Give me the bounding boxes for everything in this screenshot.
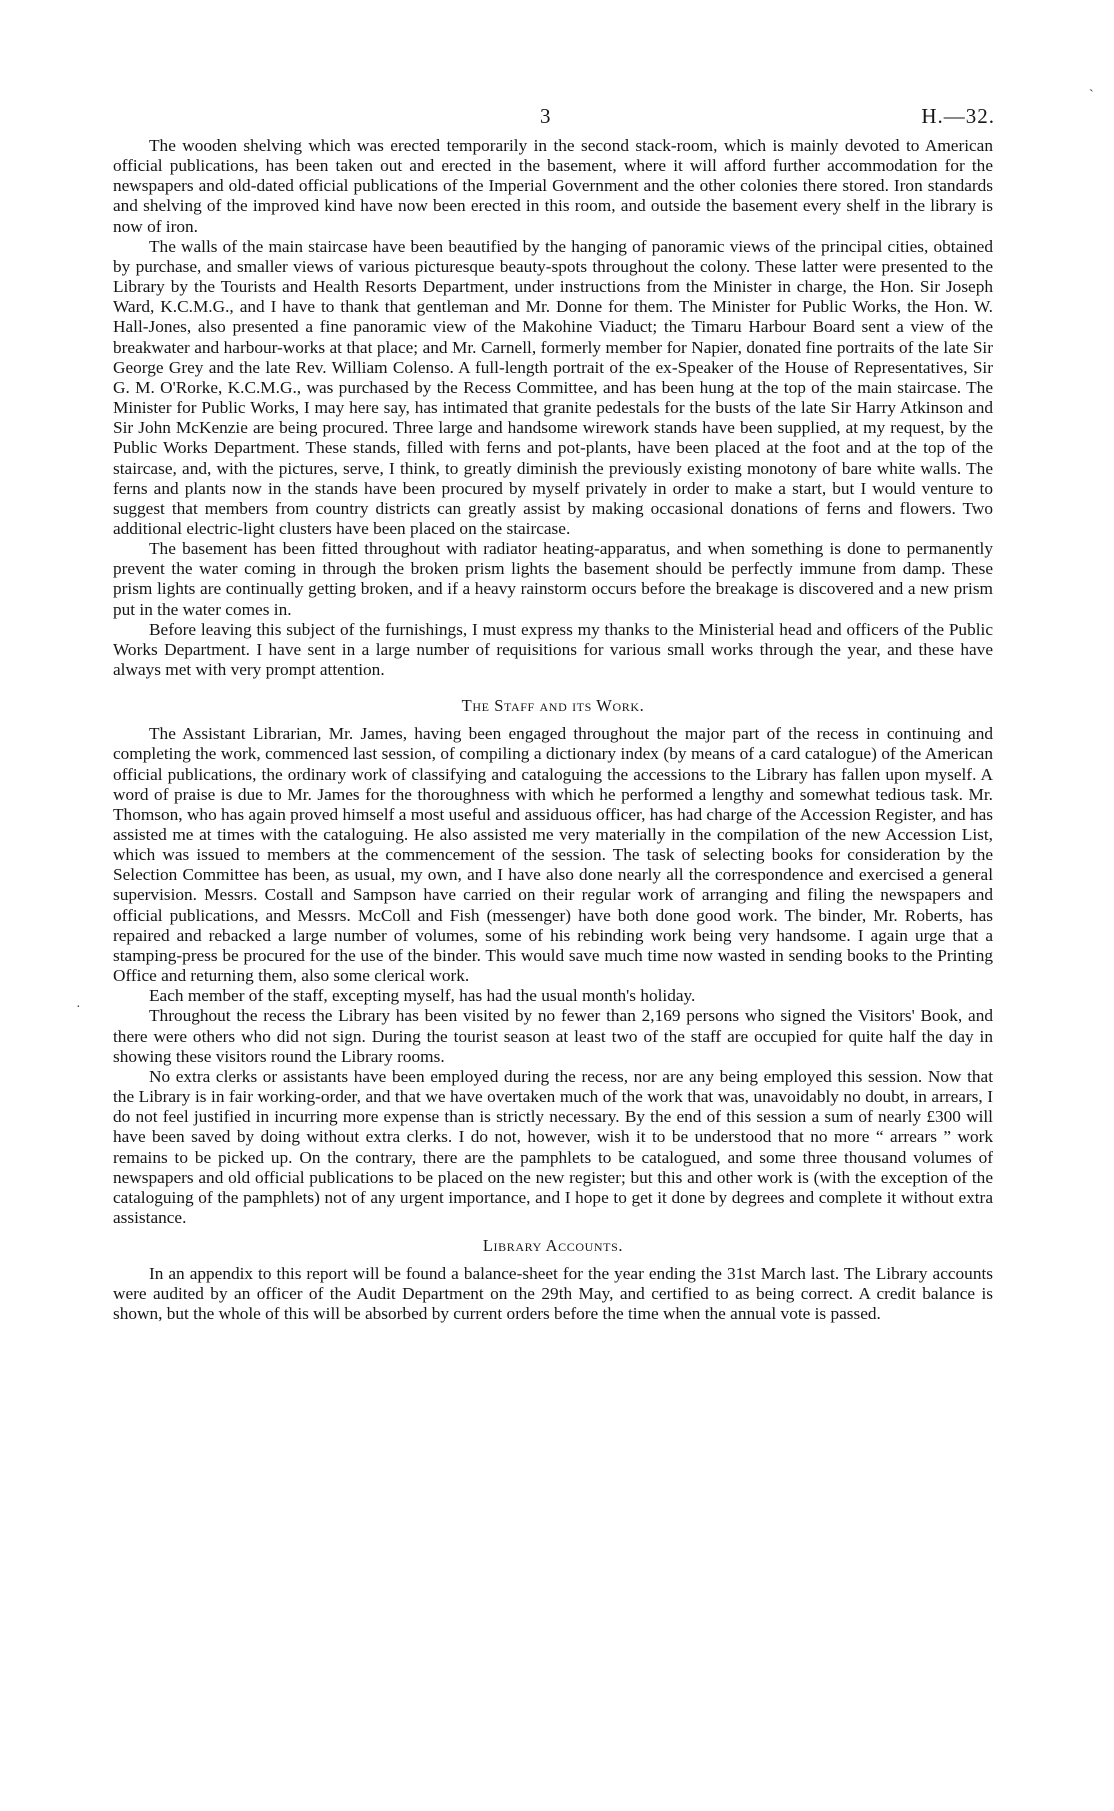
paragraph-staircase: The walls of the main staircase have been beautified by the hanging of panoramic views of the principal cities, obtained by purchase, and smaller views of various picturesque beauty-spots throughout the colony. These latter were presented to the Library by the Tourists and Health Resorts Department, under instructions from the Minister in charge, the Hon. Sir Joseph Ward, K.C.M.G., and I have to thank that gentleman and Mr. Donne for them. The Minister for Public Works, the Hon. W. Hall-Jones, also presented a fine panoramic view of the Makohine Viaduct; the Timaru Harbour Board sent a view of the breakwater and harbour-works at that place; and Mr. Carnell, formerly member for Napier, donated fine portraits of the late Sir George Grey and the late Rev. William Colenso. A full-length portrait of the ex-Speaker of the House of Representatives, Sir G. M. O'Rorke, K.C.M.G., was purchased by the Recess Committee, and has been hung at the top of the main staircase. The Minister for Public Works, I may here say, has intimated that granite pedestals for the busts of the late Sir Harry Atkinson and Sir John McKenzie are being procured. Three large and handsome wirework stands have been supplied, at my request, by the Public Works Department. These stands, filled with ferns and pot-plants, have been placed at the foot and at the top of the staircase, and, with the pictures, serve, I think, to greatly diminish the previously existing monotony of bare white walls. The ferns and plants now in the stands have been procured by myself privately in order to make a start, but I would venture to suggest that members from country districts can greatly assist by making occasional donations of ferns and flowers. Two additional electric-light clusters have been placed on the staircase. <box>113 236 993 538</box>
section-heading-accounts: Library Accounts. <box>482 1236 624 1256</box>
paragraph-extra-clerks: No extra clerks or assistants have been employed during the recess, nor are any being employed this session. Now that the Library is in fair working-order, and that we have overtaken much of the work that was, unavoidably no doubt, in arrears, I do not feel justified in incurring more expense than is strictly necessary. By the end of this session a sum of nearly £300 will have been saved by doing without extra clerks. I do not, however, wish it to be understood that no more “ arrears ” work remains to be picked up. On the contrary, there are the pamphlets to be catalogued, and some three thousand volumes of newspapers and old official publications to be placed on the new register; but this and other work is (with the exception of the cataloguing of the pamphlets) not of any urgent importance, and I hope to get it done by degrees and complete it without extra assistance. <box>113 1066 993 1227</box>
stray-mark: ` <box>1089 88 1094 103</box>
paper-reference: H.—32. <box>921 104 995 128</box>
page-number: 3 <box>540 104 551 128</box>
document-page <box>113 104 993 1325</box>
paragraph-shelving: The wooden shelving which was erected temporarily in the second stack-room, which is mainly devoted to American official publications, has been taken out and erected in the basement, where it will afford further accommodation for the newspapers and old-dated official publications of the Imperial Government and the other colonies there stored. Iron standards and shelving of the improved kind have now been erected in this room, and outside the basement every shelf in the library is now of iron. <box>113 136 993 236</box>
report-body <box>113 136 993 1325</box>
page-header <box>113 104 993 136</box>
paragraph-basement: The basement has been fitted throughout with radiator heating-apparatus, and when something is done to permanently prevent the water coming in through the broken prism lights the basement should be perfectly immune from damp. These prism lights are continually getting broken, and if a heavy rainstorm occurs before the breakage is discovered and a new prism put in the water comes in. <box>113 539 993 619</box>
margin-mark: · <box>76 1000 81 1015</box>
paragraph-furnishings: Before leaving this subject of the furnishings, I must express my thanks to the Ministerial head and officers of the Public Works Department. I have sent in a large number of requisitions for various small works through the year, and these have always met with very prompt attention. <box>113 619 993 680</box>
paragraph-visitors: Throughout the recess the Library has been visited by no fewer than 2,169 persons who signed the Visitors' Book, and there were others who did not sign. During the tourist season at least two of the staff are occupied for quite half the day in showing these visitors round the Library rooms. <box>113 1006 993 1066</box>
section-heading-staff: The Staff and its Work. <box>461 696 645 716</box>
paragraph-balance-sheet: In an appendix to this report will be found a balance-sheet for the year ending the 31st March last. The Library accounts were audited by an officer of the Audit Department on the 29th May, and certified to as being correct. A credit balance is shown, but the whole of this will be absorbed by current orders before the time when the annual vote is passed. <box>113 1264 993 1324</box>
paragraph-holiday: Each member of the staff, excepting myself, has had the usual month's holiday. <box>149 986 696 1006</box>
paragraph-assistant-librarian: The Assistant Librarian, Mr. James, having been engaged throughout the major part of the recess in continuing and completing the work, commenced last session, of compiling a dictionary index (by means of a card catalogue) of the American official publications, the ordinary work of classifying and cataloguing the accessions to the Library has fallen upon myself. A word of praise is due to Mr. James for the thoroughness with which he performed a lengthy and somewhat tedious task. Mr. Thomson, who has again proved himself a most useful and assiduous officer, has had charge of the Accession Register, and has assisted me at times with the cataloguing. He also assisted me very materially in the compilation of the new Accession List, which was issued to members at the commencement of the session. The task of selecting books for consideration by the Selection Committee has been, as usual, my own, and I have also done nearly all the correspondence and exercised a general supervision. Messrs. Costall and Sampson have carried on their regular work of arranging and filing the newspapers and official publications, and Messrs. McColl and Fish (messenger) have both done good work. The binder, Mr. Roberts, has repaired and rebacked a large number of volumes, some of his rebinding work being very handsome. I again urge that a stamping-press be procured for the use of the binder. This would save much time now wasted in sending books to the Printing Office and returning them, also some clerical work. <box>113 724 993 986</box>
